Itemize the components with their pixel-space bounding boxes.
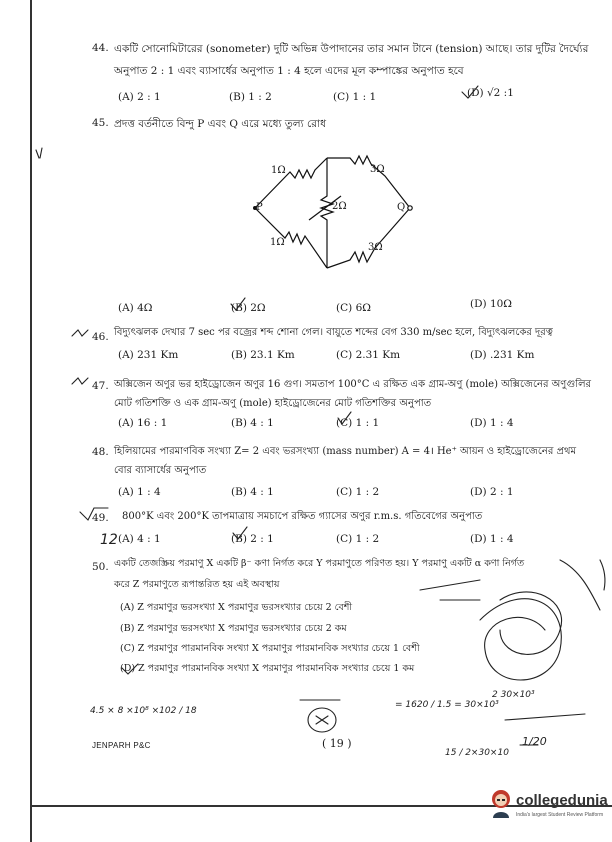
option-a: (A) 4 : 1 [118,533,161,545]
handwritten-margin-number: 12 [100,532,118,548]
option-a: (A) 4Ω [118,302,153,314]
logo-name: collegedunia [516,792,608,809]
option-d: (D) 1 : 4 [470,417,514,429]
option-c: (C) 2.31 Km [336,349,401,361]
resistor-label-middle: 2Ω [332,201,347,212]
question-number: 47. [92,380,109,392]
option-c: (C) 1 : 2 [336,486,380,498]
question-number: 48. [92,446,109,458]
logo-tagline: India's largest Student Review Platform [516,812,604,818]
collegedunia-logo [488,786,608,826]
question-text-line2: মোট গতিশক্তি ও এক গ্রাম-অণু (mole) হাইড্রোজেনের মোট গতিশক্তির অনুপাত [114,398,432,409]
question-text-line1: একটি সোনোমিটারের (sonometer) দুটি অভিন্ন উপাদানের তার সমান টানে (tension) আছে। তার দুটির দৈর্ঘ্যের [114,43,589,55]
question-text-line2: বোর ব্যাসার্ধের অনুপাত [114,465,207,476]
question-text-line2: করে Z পরমাণুতে রূপান্তরিত হয় এই অবস্থায় [114,579,280,590]
question-text-line1: 800°K এবং 200°K তাপমাত্রায় সমচাপে রক্ষিত গ্যাসের অণুর r.m.s. গতিবেগের অনুপাত [122,511,483,522]
option-c: (C) 6Ω [336,302,371,314]
option-b: (B) 2Ω [231,302,266,314]
exam-code: JENPARH P&C [92,741,151,750]
resistor-label-bottom-right: 3Ω [368,242,383,253]
handwritten-calc-fraction: 15 / 2×30×10 [445,748,509,758]
option-d: (D) 2 : 1 [470,486,514,498]
question-number: 49. [92,512,109,524]
question-text-line1: অক্সিজেন অণুর ভর হাইড্রোজেন অণুর 16 গুণ। সমতাপ 100°C এ রক্ষিত এক গ্রাম-অণু (mole) অক্সিজেনের অণুগুলির [114,379,592,390]
page-number: ( 19 ) [322,737,352,750]
option-c: (C) 1 : 1 [336,417,380,429]
resistor-label-top-left: 1Ω [271,165,286,176]
option-d: (D) .231 Km [470,349,535,361]
question-text-line1: বিদ্যুৎঝলক দেখার 7 sec পর বজ্রের শব্দ শোনা গেল। বায়ুতে শব্দের বেগ 330 m/sec হলে, বিদ্যুৎঝলকের দূরত্ব [114,327,553,338]
option-d: (D) 1 : 4 [470,533,514,545]
handwritten-calc-mid: = 1620 / 1.5 = 30×10³ [395,700,499,710]
option-d: (D) Z পরমাণুর পারমানবিক সংখ্যা X পরমাণুর পারমানবিক সংখ্যার চেয়ে 1 কম [120,663,415,674]
option-b: (B) 4 : 1 [231,486,274,498]
option-a: (A) 2 : 1 [118,91,161,103]
question-number: 50. [92,561,109,573]
option-c: (C) 1 : 1 [333,91,377,103]
question-number: 44. [92,42,109,54]
handwritten-calc-left: 4.5 × 8 ×10⁸ ×102 / 18 [90,706,197,716]
handwritten-scribble-right: 2 30×10³ [492,690,535,700]
option-b: (B) 4 : 1 [231,417,274,429]
question-text-line2: অনুপাত 2 : 1 এবং ব্যাসার্ধের অনুপাত 1 : 4 হলে এদের মূল কম্পাঙ্কের অনুপাত হবে [114,65,464,77]
resistor-label-top-right: 3Ω [370,164,385,175]
option-a: (A) 1 : 4 [118,486,161,498]
option-a: (A) Z পরমাণুর ভরসংখ্যা X পরমাণুর ভরসংখ্যার চেয়ে 2 বেশী [120,602,353,613]
node-q-label: Q [397,202,406,213]
option-c: (C) Z পরমাণুর পারমানবিক সংখ্যা X পরমাণুর পারমানবিক সংখ্যার চেয়ে 1 বেশী [120,643,420,654]
option-d: (D) √2 :1 [467,87,514,99]
option-a: (A) 16 : 1 [118,417,168,429]
student-avatar-icon [488,788,514,818]
option-b: (B) 23.1 Km [231,349,295,361]
option-a: (A) 231 Km [118,349,179,361]
option-b: (B) 1 : 2 [229,91,272,103]
node-p-label: P [256,202,263,213]
question-text-line1: প্রদত্ত বর্তনীতে বিন্দু P এবং Q এরে মধ্যে তুল্য রোধ [114,118,326,130]
option-b: (B) 2 : 1 [231,533,274,545]
question-number: 45. [92,117,109,129]
resistor-label-bottom-left: 1Ω [270,237,285,248]
question-text-line1: একটি তেজস্ক্রিয় পরমাণু X একটি β⁻ কণা নির্গত করে Y পরমাণুতে পরিণত হয়। Y পরমাণু একটি α কণা নির্গত [114,558,525,569]
handwritten-calc-right: 1/20 [522,735,547,748]
question-text-line1: হিলিয়ামের পারমাণবিক সংখ্যা Z= 2 এবং ভরসংখ্যা (mass number) A = 4। He⁺ আয়ন ও হাইড্রোজেনের প্রথম [114,446,577,457]
option-b: (B) Z পরমাণুর ভরসংখ্যা X পরমাণুর ভরসংখ্যার চেয়ে 2 কম [120,623,347,634]
question-number: 46. [92,331,109,343]
option-d: (D) 10Ω [470,298,513,310]
option-c: (C) 1 : 2 [336,533,380,545]
